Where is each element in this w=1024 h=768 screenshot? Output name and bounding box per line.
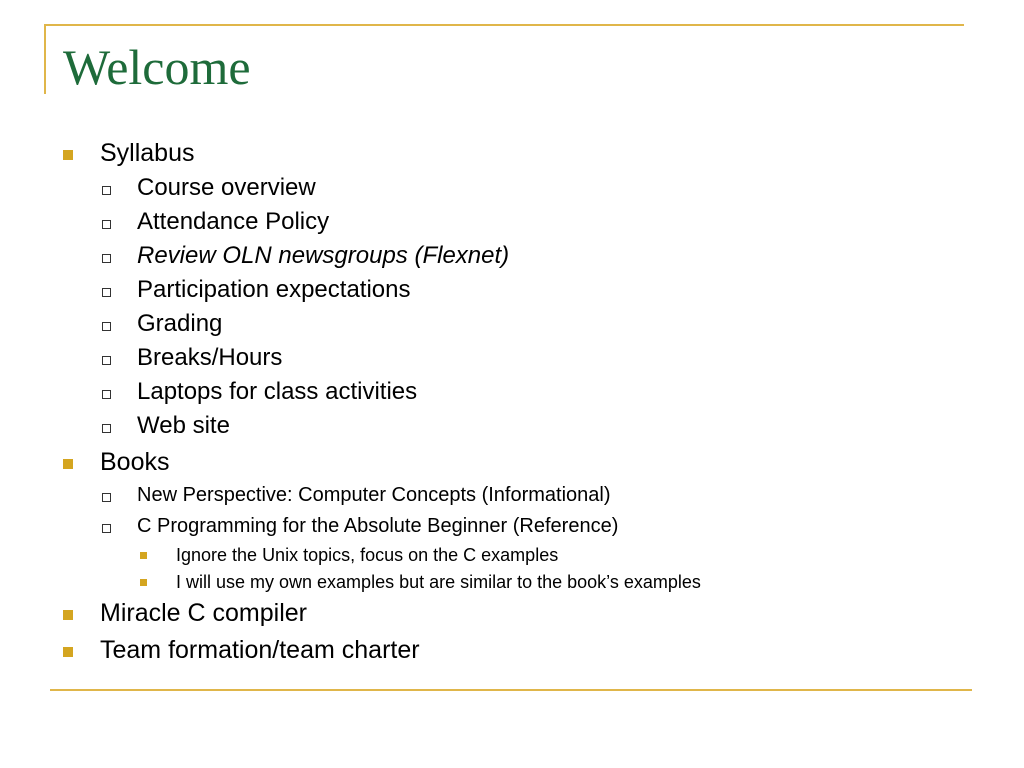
list-item-c-programming: C Programming for the Absolute Beginner (Reference) — [137, 515, 619, 537]
list-item-miracle-c: Miracle C compiler — [100, 599, 307, 627]
list-item-breaks-hours: Breaks/Hours — [137, 344, 283, 371]
list-item-participation: Participation expectations — [137, 276, 411, 303]
box-bullet-icon — [102, 493, 111, 502]
box-bullet-icon — [102, 390, 111, 399]
list-item-books: Books — [100, 448, 170, 476]
list-item-ignore-unix: Ignore the Unix topics, focus on the C examples — [176, 545, 559, 565]
bottom-rule — [50, 689, 972, 691]
box-bullet-icon — [102, 424, 111, 433]
list-item-own-examples: I will use my own examples but are similar to the book’s examples — [176, 572, 701, 592]
box-bullet-icon — [102, 186, 111, 195]
list-item-new-perspective: New Perspective: Computer Concepts (Informational) — [137, 484, 611, 506]
box-bullet-icon — [102, 524, 111, 533]
square-bullet-icon — [63, 610, 73, 620]
list-item-review-oln: Review OLN newsgroups (Flexnet) — [137, 242, 510, 269]
list-item-grading: Grading — [137, 310, 223, 337]
slide-title: Welcome — [63, 39, 251, 95]
square-bullet-icon — [140, 552, 147, 559]
list-item-syllabus: Syllabus — [100, 139, 195, 167]
square-bullet-icon — [63, 459, 73, 469]
box-bullet-icon — [102, 288, 111, 297]
box-bullet-icon — [102, 220, 111, 229]
list-item-web-site: Web site — [137, 412, 230, 439]
square-bullet-icon — [140, 579, 147, 586]
square-bullet-icon — [63, 150, 73, 160]
square-bullet-icon — [63, 647, 73, 657]
list-item-team-formation: Team formation/team charter — [100, 636, 420, 664]
box-bullet-icon — [102, 356, 111, 365]
box-bullet-icon — [102, 322, 111, 331]
list-item-laptops: Laptops for class activities — [137, 378, 418, 405]
list-item-attendance-policy: Attendance Policy — [137, 208, 330, 235]
list-item-course-overview: Course overview — [137, 174, 316, 201]
box-bullet-icon — [102, 254, 111, 263]
